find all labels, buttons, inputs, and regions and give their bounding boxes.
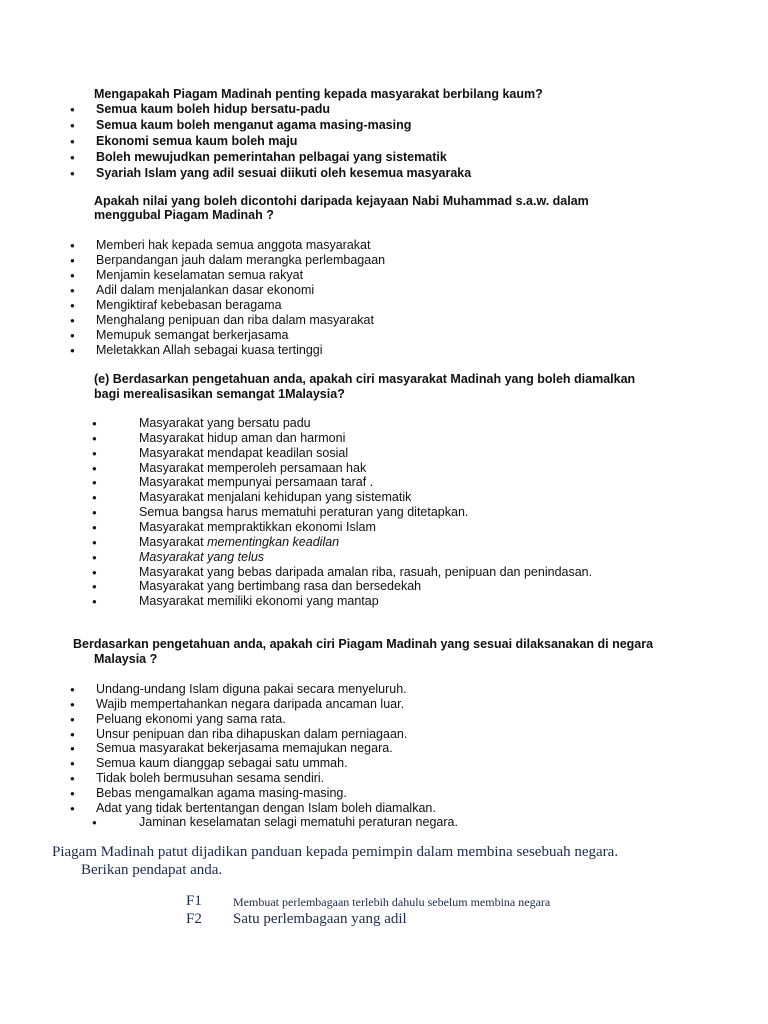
list-item: Memberi hak kepada semua anggota masyarakat (96, 238, 371, 252)
bullet-icon: ● (70, 685, 75, 694)
list-item: Semua kaum boleh menganut agama masing-masing (96, 118, 412, 132)
bullet-icon: ● (70, 169, 75, 178)
bullet-icon: ● (70, 346, 75, 355)
list-item: Berpandangan jauh dalam merangka perlembagaan (96, 253, 386, 267)
list-item: Masyarakat mempunyai persamaan taraf . (139, 475, 374, 489)
list-item: Menghalang penipuan dan riba dalam masyarakat (96, 313, 374, 327)
bullet-icon: ● (70, 804, 75, 813)
bullet-icon: ● (70, 730, 75, 739)
bullet-icon: ● (70, 774, 75, 783)
bullet-icon: ● (70, 759, 75, 768)
bullet-icon: ● (92, 582, 97, 591)
bullet-icon: ● (70, 241, 75, 250)
bullet-icon: ● (70, 256, 75, 265)
question-4-line-1: Berdasarkan pengetahuan anda, apakah ciri Piagam Madinah yang sesuai dilaksanakan di negara (73, 637, 654, 651)
bullet-icon: ● (92, 553, 97, 562)
question-5-line-2: Berikan pendapat anda. (81, 862, 223, 878)
bullet-icon: ● (70, 105, 75, 114)
bullet-icon: ● (92, 523, 97, 532)
question-5-line-1: Piagam Madinah patut dijadikan panduan kepada pemimpin dalam membina sesebuah negara. (52, 844, 619, 860)
list-item: Unsur penipuan dan riba dihapuskan dalam perniagaan. (96, 727, 408, 741)
bullet-icon: ● (92, 568, 97, 577)
list-item: Masyarakat hidup aman dan harmoni (139, 431, 346, 445)
list-item: Semua kaum boleh hidup bersatu-padu (96, 102, 331, 116)
bullet-icon: ● (70, 331, 75, 340)
list-item: Masyarakat yang bertimbang rasa dan bersedekah (139, 579, 422, 593)
bullet-icon: ● (70, 744, 75, 753)
list-item: Masyarakat mempraktikkan ekonomi Islam (139, 520, 376, 534)
list-item: Masyarakat yang bebas daripada amalan riba, rasuah, penipuan dan penindasan. (139, 565, 593, 579)
list-item: Peluang ekonomi yang sama rata. (96, 712, 286, 726)
list-item: Masyarakat memiliki ekonomi yang mantap (139, 594, 379, 608)
list-item: Meletakkan Allah sebagai kuasa tertinggi (96, 343, 323, 357)
bullet-icon: ● (92, 478, 97, 487)
question-3-line-2: bagi merealisasikan semangat 1Malaysia? (94, 387, 345, 401)
list-item: Boleh mewujudkan pemerintahan pelbagai yang sistematik (96, 150, 447, 164)
bullet-icon: ● (92, 818, 97, 827)
question-2-line-1: Apakah nilai yang boleh dicontohi daripada kejayaan Nabi Muhammad s.a.w. dalam (94, 194, 589, 208)
bullet-icon: ● (92, 538, 97, 547)
list-item: Semua kaum dianggap sebagai satu ummah. (96, 756, 348, 770)
list-item: Bebas mengamalkan agama masing-masing. (96, 786, 347, 800)
f1-label: F1 (186, 893, 202, 909)
list-item: Masyarakat yang bersatu padu (139, 416, 311, 430)
list-item: Semua bangsa harus mematuhi peraturan yang ditetapkan. (139, 505, 469, 519)
list-item: Semua masyarakat bekerjasama memajukan negara. (96, 741, 393, 755)
question-4-line-2: Malaysia ? (94, 652, 158, 666)
bullet-icon: ● (70, 316, 75, 325)
f2-label: F2 (186, 911, 202, 927)
list-item: Masyarakat mendapat keadilan sosial (139, 446, 349, 460)
list-item: Ekonomi semua kaum boleh maju (96, 134, 298, 148)
bullet-icon: ● (70, 301, 75, 310)
list-item: Menjamin keselamatan semua rakyat (96, 268, 304, 282)
list-item: Adil dalam menjalankan dasar ekonomi (96, 283, 315, 297)
bullet-icon: ● (92, 419, 97, 428)
list-item: Tidak boleh bermusuhan sesama sendiri. (96, 771, 325, 785)
bullet-icon: ● (70, 121, 75, 130)
list-item: Adat yang tidak bertentangan dengan Islam boleh diamalkan. (96, 801, 436, 815)
list-item: Masyarakat menjalani kehidupan yang sistematik (139, 490, 412, 504)
bullet-icon: ● (70, 137, 75, 146)
f1-text: Membuat perlembagaan terlebih dahulu sebelum membina negara (233, 895, 551, 909)
bullet-icon: ● (70, 715, 75, 724)
bullet-icon: ● (92, 508, 97, 517)
list-item: Mengiktiraf kebebasan beragama (96, 298, 282, 312)
list-item: Undang-undang Islam diguna pakai secara menyeluruh. (96, 682, 407, 696)
bullet-icon: ● (92, 493, 97, 502)
list-item: Memupuk semangat berkerjasama (96, 328, 289, 342)
question-3-line-1: (e) Berdasarkan pengetahuan anda, apakah ciri masyarakat Madinah yang boleh diamalkan (94, 372, 636, 386)
bullet-icon: ● (70, 700, 75, 709)
bullet-icon: ● (70, 789, 75, 798)
list-item: Wajib mempertahankan negara daripada ancaman luar. (96, 697, 405, 711)
question-1: Mengapakah Piagam Madinah penting kepada masyarakat berbilang kaum? (94, 87, 543, 101)
list-item: Masyarakat memperoleh persamaan hak (139, 461, 367, 475)
list-item: Syariah Islam yang adil sesuai diikuti oleh kesemua masyaraka (96, 166, 472, 180)
bullet-icon: ● (92, 597, 97, 606)
list-item-italic-text: mementingkan keadilan (207, 535, 340, 549)
bullet-icon: ● (70, 271, 75, 280)
bullet-icon: ● (92, 449, 97, 458)
bullet-icon: ● (92, 434, 97, 443)
list-item-last: Jaminan keselamatan selagi mematuhi peraturan negara. (139, 815, 458, 829)
bullet-icon: ● (92, 464, 97, 473)
bullet-icon: ● (70, 153, 75, 162)
f2-text: Satu perlembagaan yang adil (233, 911, 407, 927)
bullet-icon: ● (70, 286, 75, 295)
list-item (139, 535, 339, 550)
list-item-text: Masyarakat (139, 535, 204, 549)
question-2-line-2: menggubal Piagam Madinah ? (94, 208, 274, 222)
list-item: Masyarakat yang telus (139, 550, 265, 564)
